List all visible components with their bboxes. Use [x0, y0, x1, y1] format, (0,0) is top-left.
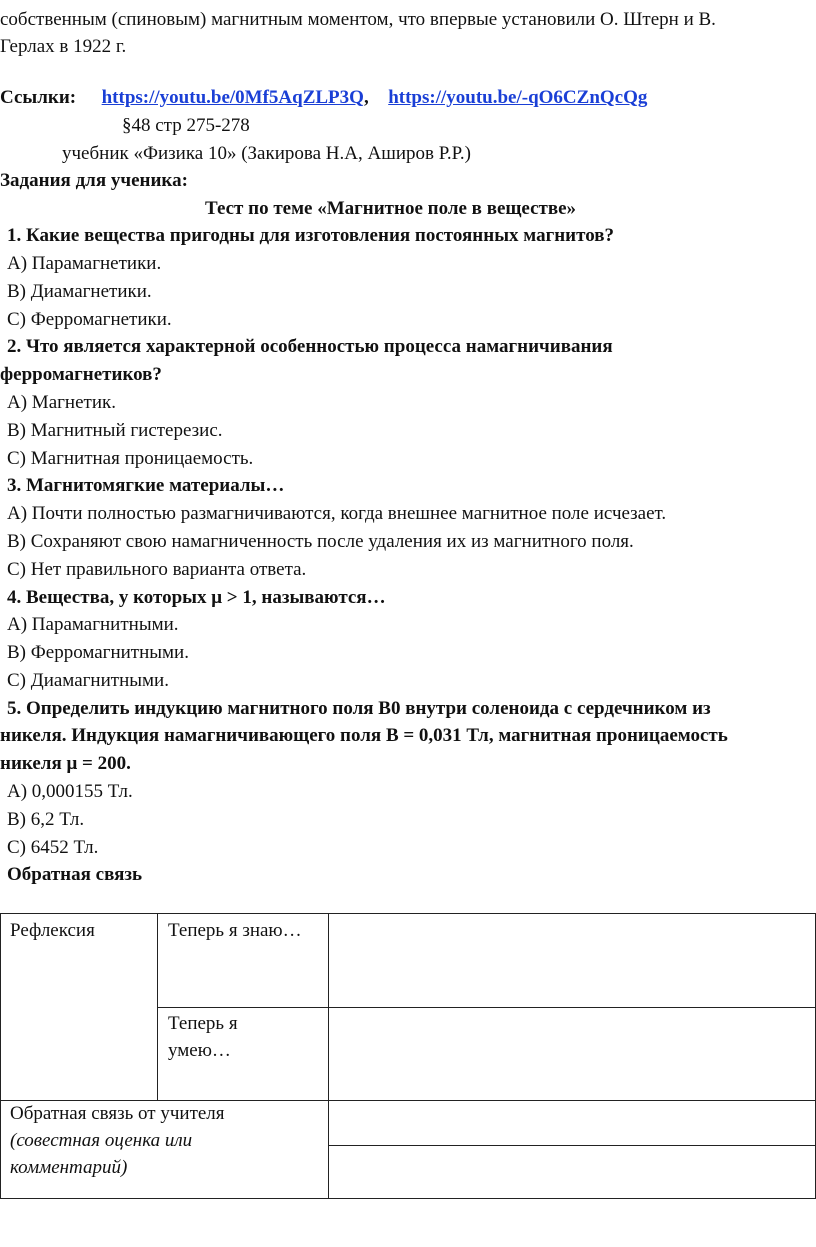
table-divider [328, 914, 329, 1198]
question-5-text-line-2: никеля. Индукция намагничивающего поля В = 0,031 Тл, магнитная проницаемость [0, 725, 728, 746]
links-separator: , [363, 87, 369, 108]
question-2-option-a: А) Магнетик. [7, 392, 116, 413]
paragraph-reference: §48 стр 275-278 [122, 115, 250, 136]
table-divider [328, 1145, 815, 1146]
question-5-option-c: С) 6452 Тл. [7, 837, 99, 858]
teacher-feedback-label: Обратная связь от учителя [10, 1103, 225, 1124]
question-5-text-line-3: никеля μ = 200. [0, 753, 131, 774]
question-2-text-line-2: ферромагнетиков? [0, 364, 162, 385]
links-row [0, 84, 647, 111]
tasks-heading: Задания для ученика: [0, 170, 188, 191]
question-3-option-c: С) Нет правильного варианта ответа. [7, 559, 307, 580]
can-label-line-1: Теперь я [168, 1013, 238, 1034]
intro-line-2: Герлах в 1922 г. [0, 36, 127, 57]
question-3-option-b: В) Сохраняют свою намагниченность после удаления их из магнитного поля. [7, 531, 634, 552]
question-2-option-c: С) Магнитная проницаемость. [7, 448, 254, 469]
video-link-2[interactable]: https://youtu.be/-qO6CZnQcQg [388, 87, 648, 108]
reflection-table [0, 913, 816, 1199]
question-2-text-line-1: 2. Что является характерной особенностью процесса намагничивания [7, 336, 613, 357]
question-5-option-a: А) 0,000155 Тл. [7, 781, 133, 802]
question-5-text-line-1: 5. Определить индукцию магнитного поля В0 внутри соленоида с сердечником из [7, 698, 711, 719]
links-label: Ссылки: [0, 87, 77, 108]
question-4-option-a: А) Парамагнитными. [7, 614, 179, 635]
know-label: Теперь я знаю… [168, 920, 302, 941]
question-1-option-b: В) Диамагнетики. [7, 281, 152, 302]
table-divider [157, 1007, 815, 1008]
teacher-note-line-1: (совестная оценка или [10, 1130, 193, 1151]
question-1-text: 1. Какие вещества пригодны для изготовления постоянных магнитов? [7, 225, 614, 246]
question-2-option-b: В) Магнитный гистерезис. [7, 420, 223, 441]
question-4-text: 4. Вещества, у которых μ > 1, называются… [7, 587, 386, 608]
test-title: Тест по теме «Магнитное поле в веществе» [205, 198, 577, 219]
intro-line-1: собственным (спиновым) магнитным моментом, что впервые установили О. Штерн и В. [0, 9, 716, 30]
video-link-1[interactable]: https://youtu.be/0Mf5AqZLP3Q [101, 87, 364, 108]
reflection-label: Рефлексия [10, 920, 95, 941]
teacher-note-line-2: комментарий) [10, 1157, 128, 1178]
question-3-text: 3. Магнитомягкие материалы… [7, 475, 285, 496]
question-5-option-b: В) 6,2 Тл. [7, 809, 85, 830]
question-1-option-c: С) Ферромагнетики. [7, 309, 172, 330]
feedback-heading: Обратная связь [7, 864, 143, 885]
question-3-option-a: А) Почти полностью размагничиваются, когда внешнее магнитное поле исчезает. [7, 503, 667, 524]
can-label-line-2: умею… [168, 1040, 231, 1061]
textbook-reference: учебник «Физика 10» (Закирова Н.А, Аширов Р.Р.) [62, 143, 471, 164]
question-4-option-c: С) Диамагнитными. [7, 670, 169, 691]
question-1-option-a: А) Парамагнетики. [7, 253, 162, 274]
question-4-option-b: В) Ферромагнитными. [7, 642, 189, 663]
